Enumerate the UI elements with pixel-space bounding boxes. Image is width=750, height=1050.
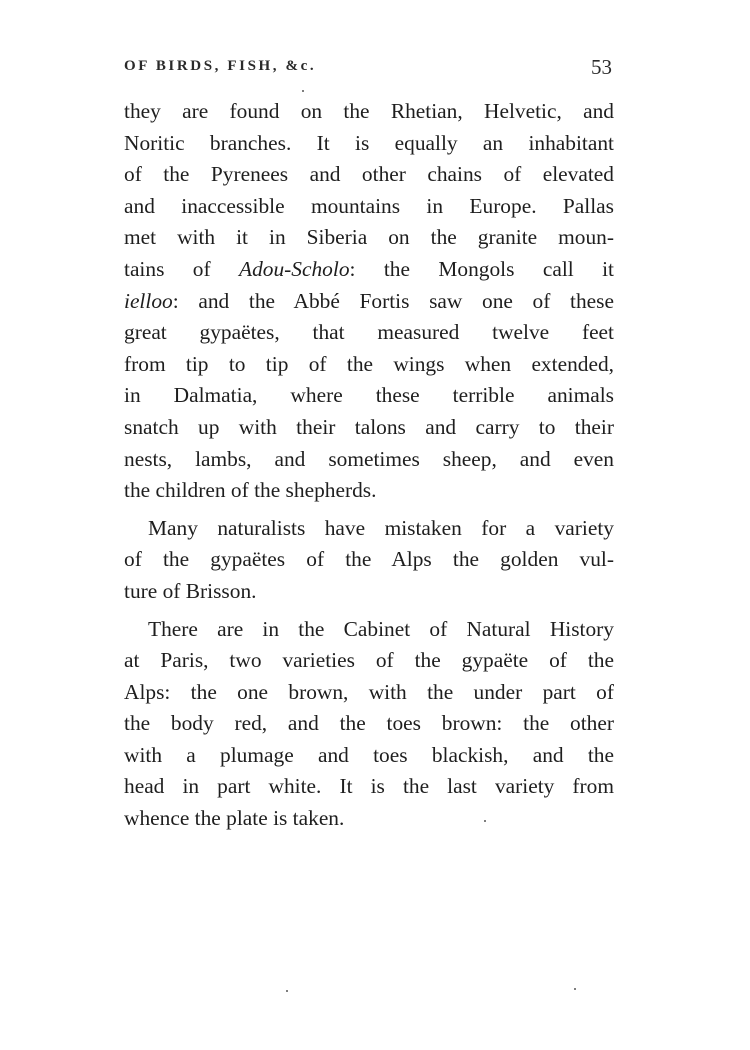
text-line bbox=[124, 191, 614, 223]
text-run: snatch up with their talons and carry to their bbox=[124, 414, 614, 439]
paragraph bbox=[124, 96, 614, 507]
text-line bbox=[124, 475, 614, 507]
text-line bbox=[124, 380, 614, 412]
speck bbox=[286, 990, 288, 992]
text-run: the body red, and the toes brown: the other bbox=[124, 711, 614, 736]
text-line bbox=[124, 677, 614, 709]
text-run: at Paris, two varieties of the gypaëte of the bbox=[124, 648, 614, 673]
text-line bbox=[124, 771, 614, 803]
text-run: Noritic branches. It is equally an inhabitant bbox=[124, 130, 614, 155]
text-line bbox=[124, 576, 614, 608]
text-line bbox=[124, 614, 614, 646]
text-run: great gypaëtes, that measured twelve feet bbox=[124, 320, 614, 345]
text-run: from tip to tip of the wings when extended, bbox=[124, 351, 614, 376]
text-run: tains of bbox=[124, 256, 240, 281]
text-run: the children of the shepherds. bbox=[124, 478, 377, 503]
text-line bbox=[124, 222, 614, 254]
running-head bbox=[0, 55, 614, 84]
text-run: Alps: the one brown, with the under part of bbox=[124, 679, 614, 704]
text-line bbox=[124, 444, 614, 476]
running-title: OF BIRDS, FISH, &c. bbox=[124, 58, 317, 74]
text-line bbox=[124, 708, 614, 740]
page-number: 53 bbox=[591, 55, 612, 79]
speck bbox=[302, 90, 304, 92]
text-run: : the Mongols call it bbox=[349, 256, 614, 281]
text-run: There are in the Cabinet of Natural History bbox=[148, 616, 614, 641]
text-line bbox=[124, 544, 614, 576]
text-line bbox=[124, 317, 614, 349]
text-run: they are found on the Rhetian, Helvetic, and bbox=[124, 99, 614, 123]
text-line bbox=[124, 96, 614, 128]
text-line bbox=[124, 803, 614, 835]
text-line bbox=[124, 513, 614, 545]
text-run: in Dalmatia, where these terrible animals bbox=[124, 383, 614, 408]
text-run: Many naturalists have mistaken for a variety bbox=[148, 515, 614, 540]
text-run: whence the plate is taken. bbox=[124, 806, 345, 831]
paragraph bbox=[124, 614, 614, 835]
text-run: nests, lambs, and sometimes sheep, and even bbox=[124, 446, 614, 471]
text-run: and inaccessible mountains in Europe. Pallas bbox=[124, 193, 614, 218]
text-run: met with it in Siberia on the granite moun- bbox=[124, 225, 614, 250]
text-line bbox=[124, 349, 614, 381]
text-line bbox=[124, 159, 614, 191]
italic-text: Adou-Scholo bbox=[239, 256, 350, 281]
italic-text: ielloo bbox=[124, 288, 173, 313]
text-line bbox=[124, 254, 614, 286]
text-line bbox=[124, 128, 614, 160]
text-run: head in part white. It is the last variety from bbox=[124, 774, 614, 799]
text-run: : and the Abbé Fortis saw one of these bbox=[172, 288, 614, 313]
speck bbox=[484, 820, 486, 822]
text-line bbox=[124, 645, 614, 677]
speck bbox=[574, 988, 576, 990]
text-line bbox=[124, 286, 614, 318]
text-run: of the gypaëtes of the Alps the golden vul- bbox=[124, 547, 614, 572]
text-run: of the Pyrenees and other chains of elevated bbox=[124, 162, 614, 187]
text-run: with a plumage and toes blackish, and the bbox=[124, 742, 614, 767]
text-run: ture of Brisson. bbox=[124, 578, 257, 603]
body-text bbox=[124, 96, 614, 835]
paragraph bbox=[124, 513, 614, 608]
text-line bbox=[124, 740, 614, 772]
text-line bbox=[124, 412, 614, 444]
